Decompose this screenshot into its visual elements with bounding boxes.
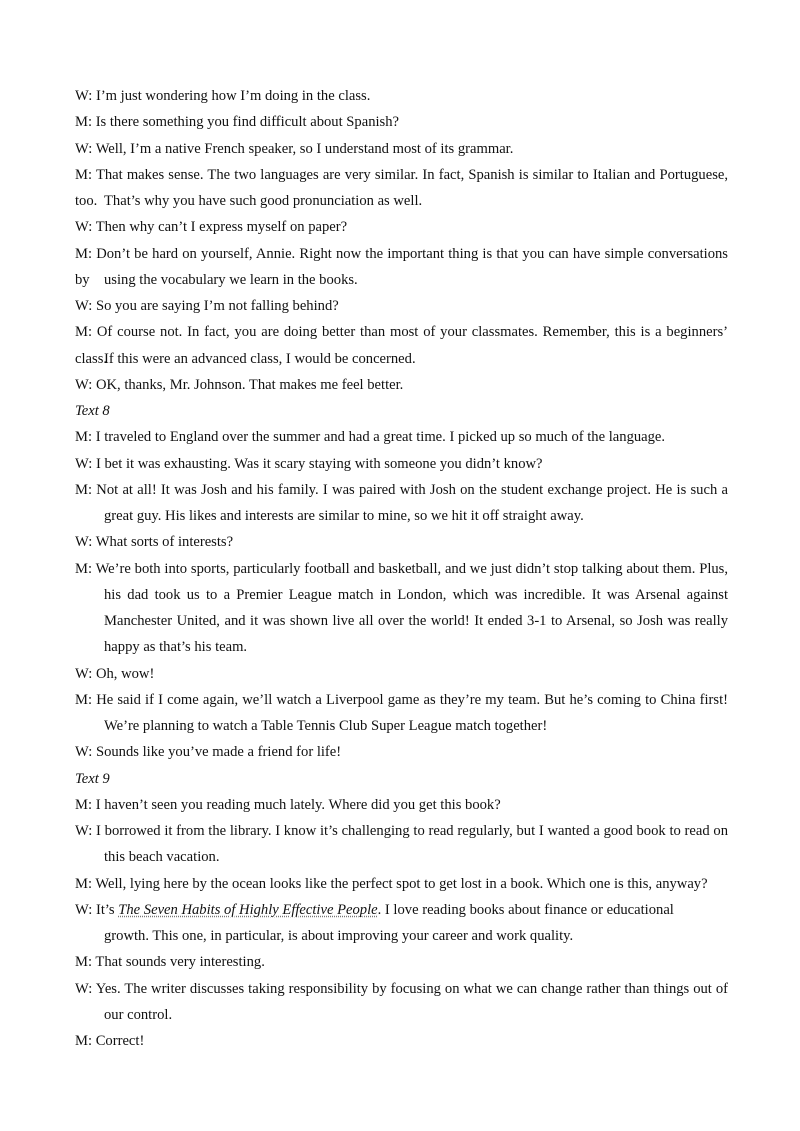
dialogue-turn — [75, 976, 728, 1029]
speaker-label: M: — [75, 481, 93, 498]
dialogue-turn — [75, 556, 728, 661]
line-text: Of course not. In fact, you are doing better than most of your classmates. Remember, this is a beginners’ class. — [75, 324, 728, 367]
line-text: We’re both into sports, particularly football and basketball, and we just didn’t stop talking about them. Plus, — [95, 560, 728, 577]
dialogue-turn — [75, 949, 728, 975]
dialogue-turn — [75, 424, 728, 450]
dialogue-turn — [75, 871, 728, 897]
speaker-label: W: — [75, 88, 93, 104]
speaker-label: M: — [75, 114, 93, 131]
speaker-label: W: — [75, 455, 93, 472]
dialogue-line — [75, 844, 728, 870]
dialogue-turn — [75, 109, 728, 135]
speaker-label: M: — [75, 324, 93, 341]
line-text: . I love reading books about finance or educational — [377, 901, 674, 918]
line-text: our control. — [104, 1006, 173, 1023]
dialogue-turn — [75, 162, 728, 215]
line-text: OK, thanks, Mr. Johnson. That makes me feel better. — [95, 376, 404, 393]
dialogue-line — [75, 634, 728, 660]
transcript-document — [75, 83, 728, 1054]
dialogue-turn — [75, 792, 728, 818]
dialogue-line — [75, 372, 728, 398]
book-title: The Seven Habits of Highly Effective People — [118, 901, 378, 918]
speaker-label: M: — [75, 560, 93, 577]
dialogue-line — [75, 477, 728, 503]
line-text: I bet it was exhausting. Was it scary staying with someone you didn’t know? — [95, 455, 543, 472]
line-text: his dad took us to a Premier League match in London, which was incredible. It was Arsenal against — [104, 586, 728, 603]
dialogue-turn — [75, 897, 728, 950]
dialogue-turn — [75, 477, 728, 530]
line-text: Then why can’t I express myself on paper? — [95, 219, 348, 236]
line-text: Sounds like you’ve made a friend for life! — [95, 744, 342, 761]
dialogue-line — [75, 267, 728, 293]
dialogue-line — [75, 687, 728, 713]
line-text: Manchester United, and it was shown live all over the world! It ended 3-1 to Arsenal, so Josh was really — [104, 613, 728, 629]
line-text: He said if I come again, we’ll watch a Liverpool game as they’re my team. But he’s coming to China first! — [96, 691, 728, 708]
dialogue-line — [75, 1002, 728, 1028]
speaker-label: W: — [75, 376, 93, 393]
dialogue-line — [75, 582, 728, 608]
speaker-label: W: — [75, 823, 93, 839]
dialogue-turn — [75, 136, 728, 162]
dialogue-line — [75, 923, 728, 949]
dialogue-line — [75, 109, 728, 135]
line-text: this beach vacation. — [104, 849, 220, 866]
line-text: Correct! — [95, 1033, 145, 1049]
speaker-label: M: — [75, 1033, 93, 1049]
line-text: That’s why you have such good pronunciation as well. — [104, 193, 423, 209]
dialogue-turn — [75, 687, 728, 740]
speaker-label: M: — [75, 245, 93, 262]
line-text: Is there something you find difficult about Spanish? — [95, 114, 399, 131]
line-text: Not at all! It was Josh and his family. I was paired with Josh on the student exchange project. He is such a — [96, 481, 728, 498]
speaker-label: M: — [75, 954, 93, 971]
line-text: I borrowed it from the library. I know it’s challenging to read regularly, but I wanted a good book to read on — [96, 823, 728, 839]
dialogue-line — [75, 188, 728, 214]
speaker-label: W: — [75, 980, 93, 997]
dialogue-turn — [75, 529, 728, 555]
dialogue-line — [75, 214, 728, 240]
dialogue-turn — [75, 214, 728, 240]
speaker-label: M: — [75, 796, 93, 813]
line-text: So you are saying I’m not falling behind? — [95, 298, 339, 314]
dialogue-turn — [75, 293, 728, 319]
line-text: I traveled to England over the summer and had a great time. I picked up so much of the language. — [95, 429, 666, 446]
dialogue-line — [75, 136, 728, 162]
line-text: That sounds very interesting. — [95, 954, 265, 971]
dialogue-line — [75, 503, 728, 529]
line-text: growth. This one, in particular, is about improving your career and work quality. — [104, 928, 574, 944]
dialogue-turn — [75, 241, 728, 294]
section-heading: Text 9 — [75, 770, 110, 787]
speaker-label: W: — [75, 534, 93, 551]
dialogue-line — [75, 608, 728, 634]
section-heading: Text 8 — [75, 403, 110, 419]
dialogue-line — [75, 424, 728, 450]
dialogue-turn — [75, 83, 728, 109]
speaker-label: W: — [75, 744, 93, 761]
line-text: If this were an advanced class, I would be concerned. — [104, 350, 416, 367]
dialogue-line — [75, 976, 728, 1002]
line-text: I haven’t seen you reading much lately. Where did you get this book? — [95, 796, 501, 813]
dialogue-line — [75, 346, 728, 372]
speaker-label: W: — [75, 665, 93, 682]
speaker-label: M: — [75, 429, 93, 446]
dialogue-line — [75, 529, 728, 555]
speaker-label: W: — [75, 298, 93, 314]
line-text: Oh, wow! — [95, 665, 155, 682]
line-text: Yes. The writer discusses taking responsibility by focusing on what we can change rather than things out of — [95, 980, 729, 997]
speaker-label: M: — [75, 166, 93, 183]
dialogue-line — [75, 1028, 728, 1054]
line-text: I’m just wondering how I’m doing in the class. — [95, 88, 371, 104]
speaker-label: W: — [75, 901, 93, 918]
dialogue-line — [75, 556, 728, 582]
line-text: great guy. His likes and interests are similar to mine, so we hit it off straight away. — [104, 508, 584, 524]
line-text: happy as that’s his team. — [104, 639, 248, 656]
dialogue-turn — [75, 319, 728, 372]
line-text: using the vocabulary we learn in the books. — [104, 271, 358, 288]
dialogue-turn — [75, 1028, 728, 1054]
dialogue-turn — [75, 739, 728, 765]
speaker-label: M: — [75, 691, 93, 708]
dialogue-turn — [75, 818, 728, 871]
dialogue-line — [75, 949, 728, 975]
dialogue-turn — [75, 661, 728, 687]
dialogue-line — [75, 792, 728, 818]
line-text: It’s — [95, 901, 119, 918]
line-text: Well, lying here by the ocean looks like the perfect spot to get lost in a book. Which one is this, anyway? — [95, 875, 708, 892]
dialogue-line — [75, 713, 728, 739]
dialogue-line — [75, 83, 728, 109]
dialogue-line — [75, 451, 728, 477]
line-text: What sorts of interests? — [95, 534, 234, 551]
line-text: Don’t be hard on yourself, Annie. Right now the important thing is that you can have simple conversations by — [75, 245, 728, 288]
line-text: We’re planning to watch a Table Tennis Club Super League match together! — [104, 718, 548, 734]
dialogue-line — [75, 871, 728, 897]
line-text: Well, I’m a native French speaker, so I understand most of its grammar. — [95, 140, 514, 157]
speaker-label: W: — [75, 140, 93, 157]
speaker-label: M: — [75, 875, 93, 892]
dialogue-line — [75, 897, 728, 923]
dialogue-line — [75, 739, 728, 765]
dialogue-line — [75, 661, 728, 687]
dialogue-line — [75, 293, 728, 319]
line-text: That makes sense. The two languages are very similar. In fact, Spanish is similar to Italian and Portuguese, too. — [75, 166, 728, 209]
dialogue-turn — [75, 451, 728, 477]
dialogue-turn — [75, 372, 728, 398]
speaker-label: W: — [75, 219, 93, 236]
dialogue-line — [75, 818, 728, 844]
